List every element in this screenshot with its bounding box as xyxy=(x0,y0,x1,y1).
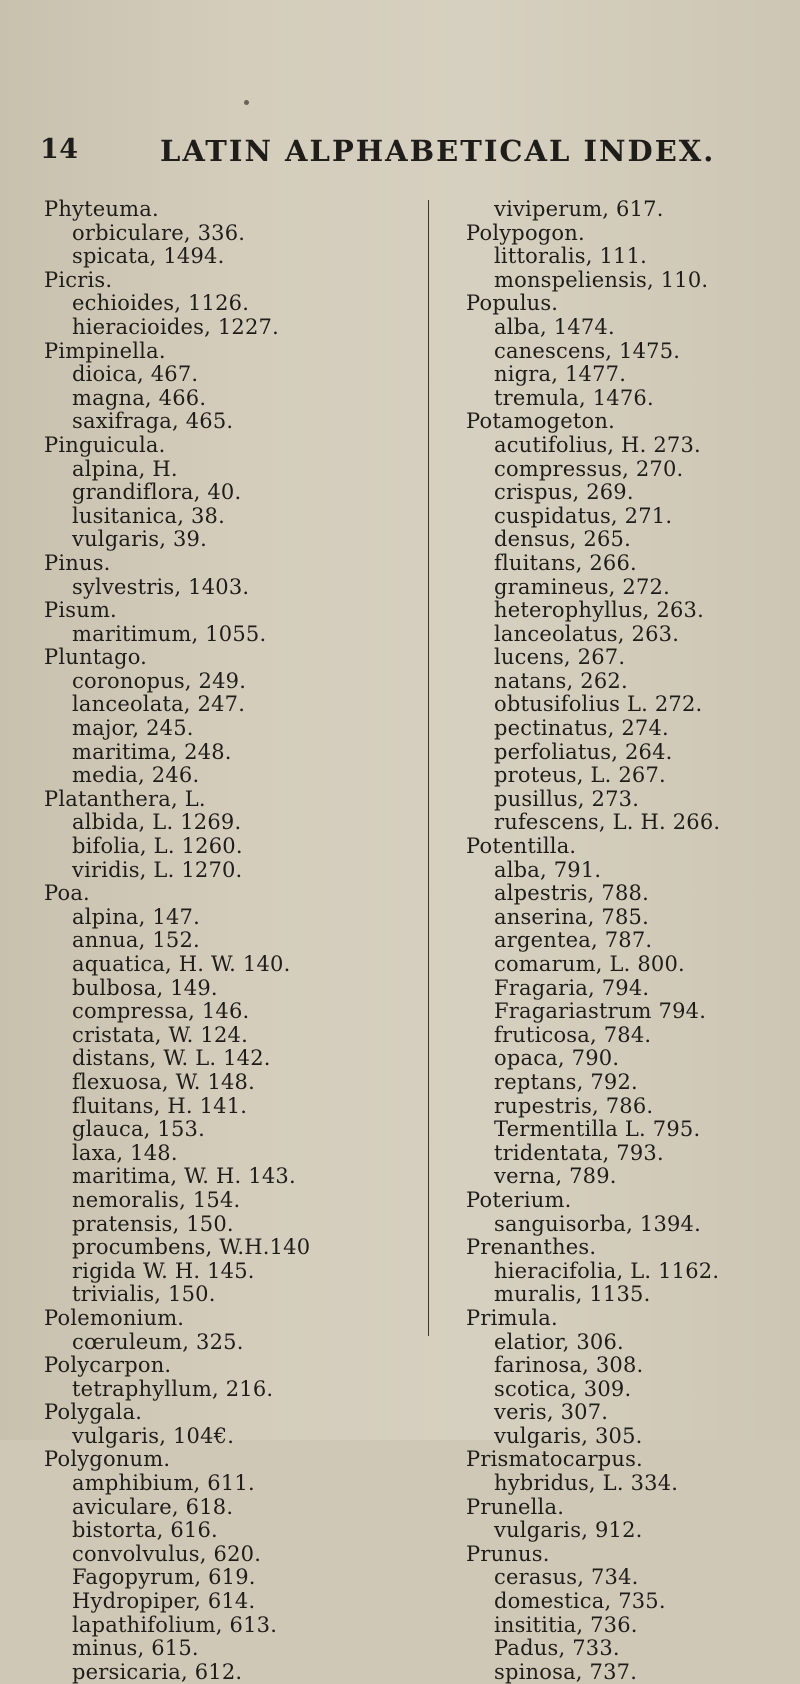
index-species-entry: cuspidatus, 271. xyxy=(494,503,673,528)
index-species-entry: tremula, 1476. xyxy=(494,385,654,410)
index-column-left xyxy=(44,198,424,1684)
index-species-entry: alpina, 147. xyxy=(72,904,200,929)
index-species-entry: acutifolius, H. 273. xyxy=(494,432,701,457)
index-species-entry: aquatica, H. W. 140. xyxy=(72,952,291,976)
index-species-entry: littoralis, 111. xyxy=(494,244,648,269)
index-species-entry: hybridus, L. 334. xyxy=(494,1471,679,1496)
index-species-entry: comarum, L. 800. xyxy=(494,952,685,976)
index-species-entry: muralis, 1135. xyxy=(494,1282,651,1307)
index-species-entry: anserina, 785. xyxy=(494,904,649,929)
index-genus-entry: Polemonium. xyxy=(44,1305,185,1330)
index-species-entry: bistorta, 616. xyxy=(72,1518,218,1543)
index-species-entry: amphibium, 611. xyxy=(72,1471,255,1496)
index-species-entry: aviculare, 618. xyxy=(72,1494,234,1519)
index-genus-entry: Prunus. xyxy=(466,1541,550,1566)
index-species-entry: cerasus, 734. xyxy=(494,1565,639,1590)
index-species-entry: verna, 789. xyxy=(494,1164,617,1189)
index-species-entry: cœruleum, 325. xyxy=(72,1329,244,1354)
index-genus-entry: Populus. xyxy=(466,291,559,316)
index-species-entry: major, 245. xyxy=(72,716,194,741)
index-genus-entry: Potentilla. xyxy=(466,834,577,859)
index-species-entry: viviperum, 617. xyxy=(494,197,664,221)
index-genus-entry: Polygonum. xyxy=(44,1447,171,1472)
index-species-entry: opaca, 790. xyxy=(494,1046,620,1071)
index-species-entry: tridentata, 793. xyxy=(494,1140,664,1165)
index-species-entry: nemoralis, 154. xyxy=(72,1187,241,1212)
index-species-entry: orbiculare, 336. xyxy=(72,220,246,245)
index-species-entry: pratensis, 150. xyxy=(72,1211,234,1236)
index-species-entry: perfoliatus, 264. xyxy=(494,739,673,764)
index-species-entry: laxa, 148. xyxy=(72,1140,178,1165)
index-species-entry: monspeliensis, 110. xyxy=(494,267,709,292)
index-species-entry: Fragaria, 794. xyxy=(494,975,650,1000)
index-species-entry: rupestris, 786. xyxy=(494,1093,654,1118)
index-species-entry: alpestris, 788. xyxy=(494,881,649,906)
index-species-entry: Termentilla L. 795. xyxy=(494,1117,701,1142)
index-species-entry: domestica, 735. xyxy=(494,1589,666,1614)
index-species-entry: bifolia, L. 1260. xyxy=(72,834,243,859)
index-species-entry: sanguisorba, 1394. xyxy=(494,1211,701,1236)
index-genus-entry: Phyteuma. xyxy=(44,197,159,221)
index-column-right xyxy=(466,198,796,1684)
index-species-entry: fluitans, H. 141. xyxy=(72,1093,248,1118)
index-species-entry: canescens, 1475. xyxy=(494,338,681,363)
index-species-entry: vulgaris, 305. xyxy=(494,1423,643,1448)
index-species-entry: obtusifolius L. 272. xyxy=(494,692,703,717)
index-species-entry: bulbosa, 149. xyxy=(72,975,218,1000)
index-species-entry: grandiflora, 40. xyxy=(72,480,242,505)
index-species-entry: flexuosa, W. 148. xyxy=(72,1069,255,1094)
index-genus-entry: Pinguicula. xyxy=(44,432,166,457)
index-species-entry: glauca, 153. xyxy=(72,1117,205,1142)
index-species-entry: veris, 307. xyxy=(494,1400,609,1425)
index-species-entry: compressus, 270. xyxy=(494,456,684,481)
index-species-entry: scotica, 309. xyxy=(494,1376,632,1401)
index-species-entry: fluitans, 266. xyxy=(494,550,637,575)
index-species-entry: vulgaris, 39. xyxy=(72,527,207,552)
index-species-entry: echioides, 1126. xyxy=(72,291,250,316)
index-genus-entry: Pisum. xyxy=(44,598,117,623)
index-species-entry: fruticosa, 784. xyxy=(494,1022,652,1047)
index-species-entry: gramineus, 272. xyxy=(494,574,670,599)
index-species-entry: sylvestris, 1403. xyxy=(72,574,250,599)
index-species-entry: insititia, 736. xyxy=(494,1612,638,1637)
index-species-entry: lapathifolium, 613. xyxy=(72,1612,278,1637)
index-species-entry: distans, W. L. 142. xyxy=(72,1046,271,1071)
index-species-entry: lanceolata, 247. xyxy=(72,692,246,717)
index-species-entry: pusillus, 273. xyxy=(494,786,640,811)
index-species-entry: hieracifolia, L. 1162. xyxy=(494,1258,720,1283)
index-species-entry: compressa, 146. xyxy=(72,999,250,1024)
index-species-entry: vulgaris, 912. xyxy=(494,1518,643,1543)
index-species-entry: pectinatus, 274. xyxy=(494,716,669,741)
index-genus-entry: Prenanthes. xyxy=(466,1235,597,1260)
index-species-entry: lusitanica, 38. xyxy=(72,503,225,528)
index-species-entry: nigra, 1477. xyxy=(494,362,627,387)
index-species-entry: Padus, 733. xyxy=(494,1636,620,1661)
index-species-entry: magna, 466. xyxy=(72,385,207,410)
index-species-entry: tetraphyllum, 216. xyxy=(72,1376,274,1401)
column-divider xyxy=(428,200,429,1336)
ink-speck xyxy=(244,100,249,105)
index-genus-entry: Prismatocarpus. xyxy=(466,1447,643,1472)
index-species-entry: Hydropiper, 614. xyxy=(72,1589,256,1614)
index-species-entry: minus, 615. xyxy=(72,1636,199,1661)
index-species-entry: trivialis, 150. xyxy=(72,1282,216,1307)
index-species-entry: maritimum, 1055. xyxy=(72,621,267,646)
index-species-entry: vulgaris, 104€. xyxy=(72,1423,235,1448)
index-genus-entry: Poterium. xyxy=(466,1187,572,1212)
index-species-entry: natans, 262. xyxy=(494,668,628,693)
index-species-entry: convolvulus, 620. xyxy=(72,1541,262,1566)
index-species-entry: alba, 791. xyxy=(494,857,602,882)
index-species-entry: spinosa, 737. xyxy=(494,1659,638,1684)
index-species-entry: annua, 152. xyxy=(72,928,200,953)
index-species-entry: Fragariastrum 794. xyxy=(494,999,707,1024)
index-species-entry: elatior, 306. xyxy=(494,1329,624,1354)
index-genus-entry: Picris. xyxy=(44,267,113,292)
index-species-entry: viridis, L. 1270. xyxy=(72,857,243,882)
index-species-entry: densus, 265. xyxy=(494,527,631,552)
index-species-entry: media, 246. xyxy=(72,763,200,788)
index-species-entry: persicaria, 612. xyxy=(72,1659,243,1684)
index-genus-entry: Pimpinella. xyxy=(44,338,166,363)
index-genus-entry: Poa. xyxy=(44,881,90,906)
index-genus-entry: Platanthera, L. xyxy=(44,786,206,811)
index-species-entry: albida, L. 1269. xyxy=(72,810,242,835)
index-species-entry: argentea, 787. xyxy=(494,928,653,953)
index-genus-entry: Polycarpon. xyxy=(44,1353,172,1378)
page-number: 14 xyxy=(40,134,79,165)
index-species-entry: saxifraga, 465. xyxy=(72,409,234,434)
index-genus-entry: Pinus. xyxy=(44,550,111,575)
index-species-entry: dioica, 467. xyxy=(72,362,199,387)
index-genus-entry: Primula. xyxy=(466,1305,558,1330)
index-species-entry: Fagopyrum, 619. xyxy=(72,1565,256,1590)
page-title: LATIN ALPHABETICAL INDEX. xyxy=(160,134,716,168)
index-species-entry: lanceolatus, 263. xyxy=(494,621,680,646)
index-species-entry: rigida W. H. 145. xyxy=(72,1258,255,1283)
index-species-entry: spicata, 1494. xyxy=(72,244,225,269)
index-genus-entry: Polygala. xyxy=(44,1400,143,1425)
index-genus-entry: Pluntago. xyxy=(44,645,148,670)
index-species-entry: maritima, 248. xyxy=(72,739,232,764)
index-species-entry: hieracioides, 1227. xyxy=(72,314,279,339)
index-species-entry: lucens, 267. xyxy=(494,645,626,670)
index-species-entry: reptans, 792. xyxy=(494,1069,638,1094)
index-genus-entry: Potamogeton. xyxy=(466,409,615,434)
index-species-entry: maritima, W. H. 143. xyxy=(72,1164,296,1189)
index-genus-entry: Polypogon. xyxy=(466,220,585,245)
index-species-entry: cristata, W. 124. xyxy=(72,1022,248,1047)
index-species-entry: rufescens, L. H. 266. xyxy=(494,810,721,835)
page-header xyxy=(0,134,800,174)
index-species-entry: alba, 1474. xyxy=(494,314,615,339)
index-species-entry: heterophyllus, 263. xyxy=(494,598,704,623)
index-species-entry: crispus, 269. xyxy=(494,480,634,505)
index-species-entry: procumbens, W.H.140 xyxy=(72,1235,311,1260)
index-species-entry: coronopus, 249. xyxy=(72,668,247,693)
index-genus-entry: Prunella. xyxy=(466,1494,565,1519)
index-species-entry: proteus, L. 267. xyxy=(494,763,666,788)
index-species-entry: alpina, H. xyxy=(72,456,178,481)
index-species-entry: farinosa, 308. xyxy=(494,1353,644,1378)
